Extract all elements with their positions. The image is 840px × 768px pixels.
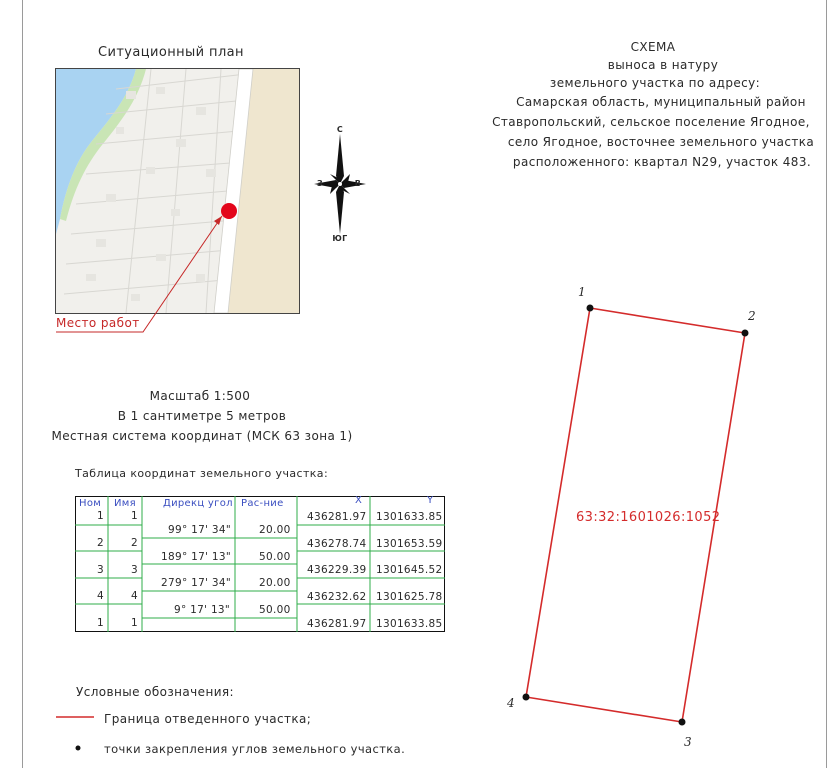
- segment-2-distance: 50.00: [259, 551, 291, 563]
- row-3-x: 436229.39: [307, 564, 367, 576]
- scheme-line-4: Ставропольский, сельское поселение Ягодное,: [492, 115, 810, 129]
- row-4-name: 4: [131, 590, 138, 602]
- scheme-title: СХЕМА: [630, 40, 676, 54]
- row-1-name: 1: [131, 510, 138, 522]
- row-4-y: 1301625.78: [376, 591, 443, 603]
- header-y: Y: [427, 495, 434, 506]
- compass-west: З: [316, 179, 324, 188]
- row-5-x: 436281.97: [307, 618, 367, 630]
- scheme-line-6: расположенного: квартал N29, участок 483.: [512, 155, 812, 169]
- header-distance: Рас-ние: [241, 498, 284, 509]
- scheme-line-2: земельного участка по адресу:: [549, 76, 761, 90]
- segment-4-angle: 9° 17' 13": [174, 604, 231, 616]
- scheme-line-3: Самарская область, муниципальный район: [516, 95, 806, 109]
- compass-south: ЮГ: [332, 234, 348, 243]
- vertex-3-point: [679, 719, 686, 726]
- row-5-y: 1301633.85: [376, 618, 443, 630]
- row-5-num: 1: [97, 617, 104, 629]
- coordinate-system: Местная система координат (МСК 63 зона 1): [51, 429, 353, 443]
- segment-1-angle: 99° 17' 34": [168, 524, 232, 536]
- vertex-3-label: 3: [684, 735, 693, 749]
- header-x: X: [355, 495, 363, 506]
- segment-4-distance: 50.00: [259, 604, 291, 616]
- row-2-num: 2: [97, 537, 104, 549]
- row-3-num: 3: [97, 564, 104, 576]
- row-2-x: 436278.74: [307, 538, 367, 550]
- scale-description: В 1 сантиметре 5 метров: [117, 409, 287, 423]
- vertex-1-point: [587, 305, 594, 312]
- row-1-y: 1301633.85: [376, 511, 443, 523]
- legend-title: Условные обозначения:: [76, 685, 234, 699]
- header-num: Ном: [79, 498, 102, 509]
- scheme-line-1: выноса в натуру: [607, 58, 719, 72]
- vertex-4-point: [523, 694, 530, 701]
- cadastral-number: 63:32:1601026:1052: [576, 510, 721, 525]
- legend-point-swatch: [74, 744, 82, 752]
- vertex-1-label: 1: [578, 285, 587, 299]
- compass-east: В: [354, 179, 362, 188]
- header-angle: Дирекц угол: [163, 498, 233, 509]
- segment-2-angle: 189° 17' 13": [161, 551, 232, 563]
- legend-boundary-swatch: [56, 714, 96, 720]
- scheme-line-5: село Ягодное, восточнее земельного участка: [507, 135, 815, 149]
- row-1-x: 436281.97: [307, 511, 367, 523]
- row-4-num: 4: [97, 590, 104, 602]
- row-2-name: 2: [131, 537, 138, 549]
- table-caption: Таблица координат земельного участка:: [75, 467, 329, 480]
- row-3-name: 3: [131, 564, 138, 576]
- row-2-y: 1301653.59: [376, 538, 443, 550]
- place-label: Место работ: [56, 316, 140, 330]
- row-5-name: 1: [131, 617, 138, 629]
- row-4-x: 436232.62: [307, 591, 367, 603]
- segment-3-angle: 279° 17' 34": [161, 577, 232, 589]
- segment-1-distance: 20.00: [259, 524, 291, 536]
- compass-north: С: [336, 125, 344, 134]
- row-3-y: 1301645.52: [376, 564, 443, 576]
- legend-boundary-text: Граница отведенного участка;: [104, 712, 312, 726]
- legend-points-text: точки закрепления углов земельного участка.: [104, 742, 406, 756]
- vertex-2-point: [742, 330, 749, 337]
- header-name: Имя: [114, 498, 136, 509]
- vertex-2-label: 2: [748, 309, 757, 323]
- segment-3-distance: 20.00: [259, 577, 291, 589]
- vertex-4-label: 4: [507, 696, 516, 710]
- situation-plan-title: Ситуационный план: [98, 45, 244, 60]
- row-1-num: 1: [97, 510, 104, 522]
- scale-ratio: Масштаб 1:500: [149, 389, 251, 403]
